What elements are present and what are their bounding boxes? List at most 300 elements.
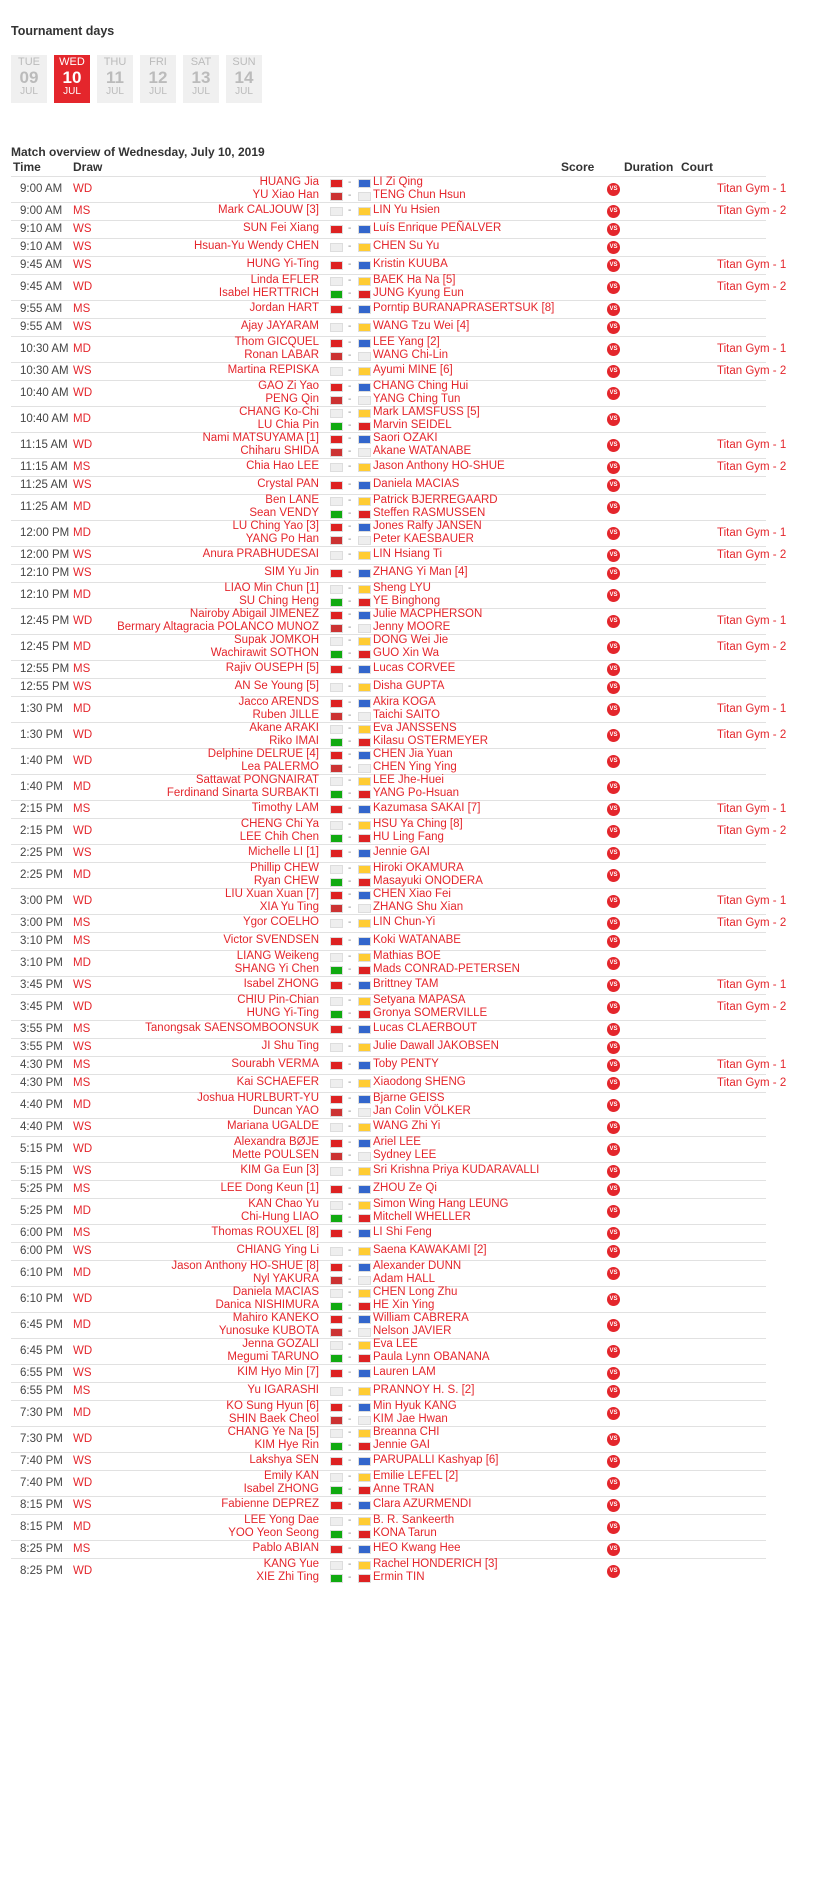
match-court[interactable]: Titan Gym - 1 xyxy=(717,439,787,451)
player-name[interactable]: Supak JOMKOH xyxy=(234,634,319,646)
match-draw[interactable]: WS xyxy=(73,241,92,253)
day-tab-wed[interactable] xyxy=(54,55,90,103)
day-tab-tue[interactable] xyxy=(11,55,47,103)
player-name[interactable]: Saori OZAKI xyxy=(373,432,438,444)
vs-icon[interactable]: VS xyxy=(607,259,620,272)
player-name[interactable]: Jenny MOORE xyxy=(373,621,451,633)
vs-icon[interactable]: VS xyxy=(607,755,620,768)
match-draw[interactable]: MS xyxy=(73,461,91,473)
player-name[interactable]: CHEN Ying Ying xyxy=(373,761,457,773)
match-row[interactable] xyxy=(11,696,787,722)
match-draw[interactable]: WS xyxy=(73,1245,92,1257)
match-row[interactable] xyxy=(11,1382,766,1400)
player-name[interactable]: B. R. Sankeerth xyxy=(373,1514,455,1526)
player-name[interactable]: YU Xiao Han xyxy=(252,189,319,201)
match-draw[interactable]: MS xyxy=(73,1227,91,1239)
player-name[interactable]: Lauren LAM xyxy=(373,1366,436,1378)
player-name[interactable]: PENG Qin xyxy=(265,393,319,405)
match-row[interactable] xyxy=(11,1136,766,1162)
player-name[interactable]: William CABRERA xyxy=(373,1312,469,1324)
vs-icon[interactable]: VS xyxy=(607,895,620,908)
match-row[interactable] xyxy=(11,1312,766,1338)
match-draw[interactable]: WD xyxy=(73,755,93,767)
player-name[interactable]: CHEN Su Yu xyxy=(373,240,440,252)
player-name[interactable]: PARUPALLI Kashyap [6] xyxy=(373,1454,499,1466)
player-name[interactable]: LIU Xuan Xuan [7] xyxy=(225,888,319,900)
player-name[interactable]: Thomas ROUXEL [8] xyxy=(211,1226,319,1238)
player-name[interactable]: LIN Yu Hsien xyxy=(373,204,440,216)
player-name[interactable]: Bermary Altagracia POLANCO MUNOZ xyxy=(117,621,319,633)
vs-icon[interactable]: VS xyxy=(607,241,620,254)
player-name[interactable]: Mark CALJOUW [3] xyxy=(218,204,319,216)
player-name[interactable]: LIANG Weikeng xyxy=(236,950,319,962)
player-name[interactable]: JI Shu Ting xyxy=(261,1040,319,1052)
vs-icon[interactable]: VS xyxy=(607,1099,620,1112)
player-name[interactable]: Rajiv OUSEPH [5] xyxy=(225,662,319,674)
player-name[interactable]: CHEN Long Zhu xyxy=(373,1286,458,1298)
player-name[interactable]: Koki WATANABE xyxy=(373,934,461,946)
vs-icon[interactable]: VS xyxy=(607,303,620,316)
match-row[interactable] xyxy=(11,494,766,520)
player-name[interactable]: Riko IMAI xyxy=(269,735,319,747)
player-name[interactable]: ZHANG Shu Xian xyxy=(373,901,464,913)
match-row[interactable] xyxy=(11,634,787,660)
vs-icon[interactable]: VS xyxy=(607,681,620,694)
player-name[interactable]: SIM Yu Jin xyxy=(264,566,319,578)
player-name[interactable]: Jennie GAI xyxy=(373,1439,430,1451)
player-name[interactable]: Danica NISHIMURA xyxy=(215,1299,319,1311)
match-draw[interactable]: MS xyxy=(73,1385,91,1397)
match-row[interactable] xyxy=(11,380,766,406)
player-name[interactable]: LU Ching Yao [3] xyxy=(232,520,319,532)
player-name[interactable]: Jacco ARENDS xyxy=(238,696,319,708)
player-name[interactable]: Brittney TAM xyxy=(373,978,439,990)
vs-icon[interactable]: VS xyxy=(607,183,620,196)
player-name[interactable]: Saena KAWAKAMI [2] xyxy=(373,1244,487,1256)
match-row[interactable] xyxy=(11,1514,766,1540)
player-name[interactable]: Eva JANSSENS xyxy=(373,722,457,734)
match-draw[interactable]: MD xyxy=(73,413,91,425)
player-name[interactable]: XIA Yu Ting xyxy=(259,901,319,913)
vs-icon[interactable]: VS xyxy=(607,703,620,716)
player-name[interactable]: HUANG Jia xyxy=(259,176,319,188)
player-name[interactable]: Wachirawit SOTHON xyxy=(210,647,319,659)
player-name[interactable]: YOO Yeon Seong xyxy=(228,1527,319,1539)
player-name[interactable]: CHANG Ko-Chi xyxy=(239,406,319,418)
vs-icon[interactable]: VS xyxy=(607,663,620,676)
vs-icon[interactable]: VS xyxy=(607,869,620,882)
match-row[interactable] xyxy=(11,564,766,582)
player-name[interactable]: CHENG Chi Ya xyxy=(240,818,319,830)
match-draw[interactable]: WD xyxy=(73,281,93,293)
vs-icon[interactable]: VS xyxy=(607,205,620,218)
player-name[interactable]: GUO Xin Wa xyxy=(373,647,440,659)
match-row[interactable] xyxy=(11,608,787,634)
player-name[interactable]: Michelle LI [1] xyxy=(248,846,319,858)
player-name[interactable]: KONA Tarun xyxy=(373,1527,437,1539)
player-name[interactable]: ZHANG Yi Man [4] xyxy=(373,566,468,578)
vs-icon[interactable]: VS xyxy=(607,387,620,400)
match-draw[interactable]: MS xyxy=(73,663,91,675)
player-name[interactable]: CHEN Xiao Fei xyxy=(373,888,451,900)
vs-icon[interactable]: VS xyxy=(607,439,620,452)
player-name[interactable]: Ruben JILLE xyxy=(252,709,319,721)
match-draw[interactable]: MD xyxy=(73,1099,91,1111)
player-name[interactable]: Sydney LEE xyxy=(373,1149,437,1161)
player-name[interactable]: Simon Wing Hang LEUNG xyxy=(373,1198,509,1210)
player-name[interactable]: Jason Anthony HO-SHUE [8] xyxy=(171,1260,319,1272)
match-draw[interactable]: WD xyxy=(73,439,93,451)
match-draw[interactable]: WS xyxy=(73,847,92,859)
match-draw[interactable]: MD xyxy=(73,1521,91,1533)
player-name[interactable]: Lakshya SEN xyxy=(249,1454,319,1466)
match-draw[interactable]: WS xyxy=(73,1041,92,1053)
player-name[interactable]: Emilie LEFEL [2] xyxy=(373,1470,459,1482)
player-name[interactable]: Masayuki ONODERA xyxy=(373,875,483,887)
player-name[interactable]: LI Zi Qing xyxy=(373,176,423,188)
day-tab-sun[interactable] xyxy=(226,55,262,103)
player-name[interactable]: Jan Colin VÖLKER xyxy=(373,1105,471,1117)
player-name[interactable]: Clara AZURMENDI xyxy=(373,1498,472,1510)
player-name[interactable]: LIAO Min Chun [1] xyxy=(224,582,319,594)
match-draw[interactable]: WD xyxy=(73,615,93,627)
player-name[interactable]: Megumi TARUNO xyxy=(227,1351,319,1363)
player-name[interactable]: Ajay JAYARAM xyxy=(240,320,319,332)
player-name[interactable]: Kazumasa SAKAI [7] xyxy=(373,802,481,814)
vs-icon[interactable]: VS xyxy=(607,1367,620,1380)
day-tab-thu[interactable] xyxy=(97,55,133,103)
match-row[interactable] xyxy=(11,274,787,300)
match-row[interactable] xyxy=(11,914,787,932)
player-name[interactable]: Tanongsak SAENSOMBOONSUK xyxy=(145,1022,319,1034)
player-name[interactable]: Jennie GAI xyxy=(373,846,430,858)
vs-icon[interactable]: VS xyxy=(607,1521,620,1534)
match-court[interactable]: Titan Gym - 2 xyxy=(717,1077,787,1089)
vs-icon[interactable]: VS xyxy=(607,1205,620,1218)
match-court[interactable]: Titan Gym - 2 xyxy=(717,281,787,293)
match-draw[interactable]: MS xyxy=(73,303,91,315)
vs-icon[interactable]: VS xyxy=(607,615,620,628)
player-name[interactable]: Ferdinand Sinarta SURBAKTI xyxy=(166,787,319,799)
player-name[interactable]: Fabienne DEPREZ xyxy=(221,1498,319,1510)
match-row[interactable] xyxy=(11,202,787,220)
player-name[interactable]: Mahiro KANEKO xyxy=(232,1312,319,1324)
vs-icon[interactable]: VS xyxy=(607,1565,620,1578)
player-name[interactable]: KIM Jae Hwan xyxy=(373,1413,448,1425)
vs-icon[interactable]: VS xyxy=(607,1293,620,1306)
player-name[interactable]: Disha GUPTA xyxy=(373,680,445,692)
vs-icon[interactable]: VS xyxy=(607,1041,620,1054)
player-name[interactable]: Linda EFLER xyxy=(250,274,319,286)
match-row[interactable] xyxy=(11,1056,787,1074)
player-name[interactable]: HEO Kwang Hee xyxy=(373,1542,461,1554)
match-draw[interactable]: WS xyxy=(73,321,92,333)
player-name[interactable]: SHIN Baek Cheol xyxy=(228,1413,319,1425)
day-tab-fri[interactable] xyxy=(140,55,176,103)
match-row[interactable] xyxy=(11,932,766,950)
player-name[interactable]: Joshua HURLBURT-YU xyxy=(197,1092,319,1104)
vs-icon[interactable]: VS xyxy=(607,1059,620,1072)
player-name[interactable]: Julie Dawall JAKOBSEN xyxy=(373,1040,499,1052)
vs-icon[interactable]: VS xyxy=(607,1245,620,1258)
player-name[interactable]: Anne TRAN xyxy=(373,1483,435,1495)
match-row[interactable] xyxy=(11,1338,766,1364)
player-name[interactable]: LEE Chih Chen xyxy=(239,831,319,843)
vs-icon[interactable]: VS xyxy=(607,1477,620,1490)
vs-icon[interactable]: VS xyxy=(607,479,620,492)
match-row[interactable] xyxy=(11,774,766,800)
player-name[interactable]: Akira KOGA xyxy=(373,696,436,708)
match-draw[interactable]: WS xyxy=(73,259,92,271)
vs-icon[interactable]: VS xyxy=(607,1143,620,1156)
player-name[interactable]: Phillip CHEW xyxy=(249,862,319,874)
match-draw[interactable]: WS xyxy=(73,681,92,693)
player-name[interactable]: Anura PRABHUDESAI xyxy=(202,548,319,560)
player-name[interactable]: Jenna GOZALI xyxy=(242,1338,319,1350)
match-row[interactable] xyxy=(11,1020,766,1038)
match-draw[interactable]: MD xyxy=(73,1407,91,1419)
player-name[interactable]: LU Chia Pin xyxy=(257,419,319,431)
match-draw[interactable]: MD xyxy=(73,641,91,653)
match-row[interactable] xyxy=(11,748,766,774)
match-row[interactable] xyxy=(11,1452,766,1470)
vs-icon[interactable]: VS xyxy=(607,803,620,816)
match-draw[interactable]: WD xyxy=(73,1477,93,1489)
player-name[interactable]: Ryan CHEW xyxy=(253,875,319,887)
match-court[interactable]: Titan Gym - 1 xyxy=(717,803,787,815)
vs-icon[interactable]: VS xyxy=(607,1385,620,1398)
vs-icon[interactable]: VS xyxy=(607,1407,620,1420)
match-draw[interactable]: MD xyxy=(73,1267,91,1279)
match-court[interactable]: Titan Gym - 1 xyxy=(717,979,787,991)
vs-icon[interactable]: VS xyxy=(607,1227,620,1240)
player-name[interactable]: Sheng LYU xyxy=(373,582,431,594)
vs-icon[interactable]: VS xyxy=(607,343,620,356)
match-row[interactable] xyxy=(11,238,766,256)
match-draw[interactable]: WD xyxy=(73,183,93,195)
match-court[interactable]: Titan Gym - 2 xyxy=(717,729,787,741)
player-name[interactable]: Mariana UGALDE xyxy=(226,1120,319,1132)
vs-icon[interactable]: VS xyxy=(607,917,620,930)
player-name[interactable]: Mathias BOE xyxy=(373,950,441,962)
player-name[interactable]: LIN Chun-Yi xyxy=(373,916,436,928)
match-row[interactable] xyxy=(11,1224,766,1242)
player-name[interactable]: Yu IGARASHI xyxy=(247,1384,319,1396)
player-name[interactable]: Marvin SEIDEL xyxy=(373,419,452,431)
player-name[interactable]: Daniela MACIAS xyxy=(232,1286,319,1298)
match-row[interactable] xyxy=(11,1198,766,1224)
player-name[interactable]: KANG Yue xyxy=(263,1558,319,1570)
match-row[interactable] xyxy=(11,660,766,678)
match-row[interactable] xyxy=(11,862,766,888)
vs-icon[interactable]: VS xyxy=(607,461,620,474)
player-name[interactable]: Ayumi MINE [6] xyxy=(373,364,453,376)
match-row[interactable] xyxy=(11,362,787,380)
player-name[interactable]: Daniela MACIAS xyxy=(373,478,460,490)
player-name[interactable]: Ben LANE xyxy=(265,494,319,506)
match-row[interactable] xyxy=(11,1074,787,1092)
player-name[interactable]: Lea PALERMO xyxy=(241,761,319,773)
player-name[interactable]: Bjarne GEISS xyxy=(373,1092,445,1104)
player-name[interactable]: LEE Dong Keun [1] xyxy=(220,1182,319,1194)
vs-icon[interactable]: VS xyxy=(607,1121,620,1134)
match-draw[interactable]: WS xyxy=(73,979,92,991)
match-court[interactable]: Titan Gym - 2 xyxy=(717,549,787,561)
player-name[interactable]: Taichi SAITO xyxy=(373,709,440,721)
match-draw[interactable]: MD xyxy=(73,343,91,355)
match-draw[interactable]: WD xyxy=(73,1293,93,1305)
match-draw[interactable]: MS xyxy=(73,205,91,217)
match-draw[interactable]: WD xyxy=(73,729,93,741)
match-row[interactable] xyxy=(11,800,787,818)
match-row[interactable] xyxy=(11,1470,766,1496)
match-draw[interactable]: MS xyxy=(73,917,91,929)
match-draw[interactable]: WS xyxy=(73,567,92,579)
match-row[interactable] xyxy=(11,300,766,318)
player-name[interactable]: Victor SVENDSEN xyxy=(223,934,319,946)
player-name[interactable]: Luís Enrique PEÑALVER xyxy=(373,222,502,234)
player-name[interactable]: SUN Fei Xiang xyxy=(242,222,319,234)
player-name[interactable]: Kilasu OSTERMEYER xyxy=(373,735,489,747)
player-name[interactable]: Jordan HART xyxy=(249,302,319,314)
player-name[interactable]: Sattawat PONGNAIRAT xyxy=(195,774,319,786)
match-row[interactable] xyxy=(11,678,766,696)
player-name[interactable]: Alexandra BØJE xyxy=(233,1136,319,1148)
player-name[interactable]: YANG Ching Tun xyxy=(373,393,461,405)
vs-icon[interactable]: VS xyxy=(607,1455,620,1468)
match-draw[interactable]: MD xyxy=(73,703,91,715)
match-court[interactable]: Titan Gym - 1 xyxy=(717,259,787,271)
match-court[interactable]: Titan Gym - 2 xyxy=(717,461,787,473)
player-name[interactable]: Paula Lynn OBANANA xyxy=(373,1351,490,1363)
match-draw[interactable]: WS xyxy=(73,1165,92,1177)
match-court[interactable]: Titan Gym - 1 xyxy=(717,527,787,539)
player-name[interactable]: TENG Chun Hsun xyxy=(373,189,466,201)
player-name[interactable]: Ronan LABAR xyxy=(244,349,319,361)
player-name[interactable]: HSU Ya Ching [8] xyxy=(373,818,463,830)
player-name[interactable]: XIE Zhi Ting xyxy=(256,1571,319,1583)
vs-icon[interactable]: VS xyxy=(607,1543,620,1556)
match-row[interactable] xyxy=(11,1426,766,1452)
player-name[interactable]: Julie MACPHERSON xyxy=(373,608,483,620)
player-name[interactable]: Mitchell WHELLER xyxy=(373,1211,471,1223)
player-name[interactable]: Akane ARAKI xyxy=(249,722,319,734)
player-name[interactable]: Akane WATANABE xyxy=(373,445,472,457)
match-draw[interactable]: WD xyxy=(73,1565,93,1577)
match-draw[interactable]: WD xyxy=(73,825,93,837)
player-name[interactable]: Mads CONRAD-PETERSEN xyxy=(373,963,520,975)
match-row[interactable] xyxy=(11,1118,766,1136)
vs-icon[interactable]: VS xyxy=(607,641,620,654)
match-row[interactable] xyxy=(11,1242,766,1260)
vs-icon[interactable]: VS xyxy=(607,1319,620,1332)
match-row[interactable] xyxy=(11,950,766,976)
vs-icon[interactable]: VS xyxy=(607,847,620,860)
match-draw[interactable]: MS xyxy=(73,1059,91,1071)
match-draw[interactable]: WS xyxy=(73,223,92,235)
vs-icon[interactable]: VS xyxy=(607,1165,620,1178)
match-row[interactable] xyxy=(11,582,766,608)
vs-icon[interactable]: VS xyxy=(607,935,620,948)
player-name[interactable]: KIM Hyo Min [7] xyxy=(237,1366,319,1378)
match-draw[interactable]: WS xyxy=(73,1367,92,1379)
match-row[interactable] xyxy=(11,176,787,202)
match-court[interactable]: Titan Gym - 1 xyxy=(717,895,787,907)
match-draw[interactable]: WS xyxy=(73,1499,92,1511)
player-name[interactable]: Crystal PAN xyxy=(257,478,319,490)
match-draw[interactable]: WS xyxy=(73,549,92,561)
player-name[interactable]: Mark LAMSFUSS [5] xyxy=(373,406,480,418)
match-draw[interactable]: MS xyxy=(73,1183,91,1195)
player-name[interactable]: WANG Chi-Lin xyxy=(373,349,448,361)
vs-icon[interactable]: VS xyxy=(607,365,620,378)
vs-icon[interactable]: VS xyxy=(607,501,620,514)
match-draw[interactable]: MD xyxy=(73,957,91,969)
match-court[interactable]: Titan Gym - 1 xyxy=(717,615,787,627)
player-name[interactable]: Ygor COELHO xyxy=(242,916,319,928)
player-name[interactable]: Delphine DELRUE [4] xyxy=(207,748,319,760)
match-row[interactable] xyxy=(11,1364,766,1382)
vs-icon[interactable]: VS xyxy=(607,1077,620,1090)
player-name[interactable]: Breanna CHI xyxy=(373,1426,440,1438)
player-name[interactable]: HUNG Yi-Ting xyxy=(246,258,319,270)
player-name[interactable]: Toby PENTY xyxy=(373,1058,439,1070)
player-name[interactable]: Martina REPISKA xyxy=(227,364,319,376)
match-draw[interactable]: MD xyxy=(73,501,91,513)
player-name[interactable]: HE Xin Ying xyxy=(373,1299,435,1311)
player-name[interactable]: CHEN Jia Yuan xyxy=(373,748,453,760)
player-name[interactable]: Min Hyuk KANG xyxy=(373,1400,457,1412)
match-draw[interactable]: MD xyxy=(73,781,91,793)
vs-icon[interactable]: VS xyxy=(607,729,620,742)
player-name[interactable]: Sean VENDY xyxy=(249,507,319,519)
match-row[interactable] xyxy=(11,1162,766,1180)
match-draw[interactable]: WS xyxy=(73,365,92,377)
match-draw[interactable]: MS xyxy=(73,1077,91,1089)
player-name[interactable]: Kai SCHAEFER xyxy=(236,1076,319,1088)
match-court[interactable]: Titan Gym - 2 xyxy=(717,365,787,377)
match-row[interactable] xyxy=(11,1180,766,1198)
player-name[interactable]: WANG Tzu Wei [4] xyxy=(373,320,470,332)
player-name[interactable]: Gronya SOMERVILLE xyxy=(373,1007,488,1019)
player-name[interactable]: HU Ling Fang xyxy=(373,831,444,843)
player-name[interactable]: Steffen RASMUSSEN xyxy=(373,507,486,519)
match-draw[interactable]: MS xyxy=(73,1543,91,1555)
vs-icon[interactable]: VS xyxy=(607,527,620,540)
match-row[interactable] xyxy=(11,1540,766,1558)
player-name[interactable]: KO Sung Hyun [6] xyxy=(226,1400,319,1412)
player-name[interactable]: Duncan YAO xyxy=(252,1105,319,1117)
match-draw[interactable]: WD xyxy=(73,1143,93,1155)
player-name[interactable]: YE Binghong xyxy=(373,595,441,607)
player-name[interactable]: CHIANG Ying Li xyxy=(236,1244,319,1256)
vs-icon[interactable]: VS xyxy=(607,281,620,294)
match-row[interactable] xyxy=(11,818,787,844)
player-name[interactable]: LEE Yong Dae xyxy=(244,1514,319,1526)
player-name[interactable]: Ariel LEE xyxy=(373,1136,421,1148)
player-name[interactable]: Sri Krishna Priya KUDARAVALLI xyxy=(373,1164,540,1176)
match-draw[interactable]: MD xyxy=(73,869,91,881)
vs-icon[interactable]: VS xyxy=(607,957,620,970)
match-row[interactable] xyxy=(11,1038,766,1056)
player-name[interactable]: YANG Po-Hsuan xyxy=(373,787,460,799)
match-row[interactable] xyxy=(11,220,766,238)
player-name[interactable]: DONG Wei Jie xyxy=(373,634,449,646)
player-name[interactable]: Yunosuke KUBOTA xyxy=(218,1325,319,1337)
match-draw[interactable]: WD xyxy=(73,1001,93,1013)
player-name[interactable]: GAO Zi Yao xyxy=(258,380,319,392)
vs-icon[interactable]: VS xyxy=(607,1267,620,1280)
